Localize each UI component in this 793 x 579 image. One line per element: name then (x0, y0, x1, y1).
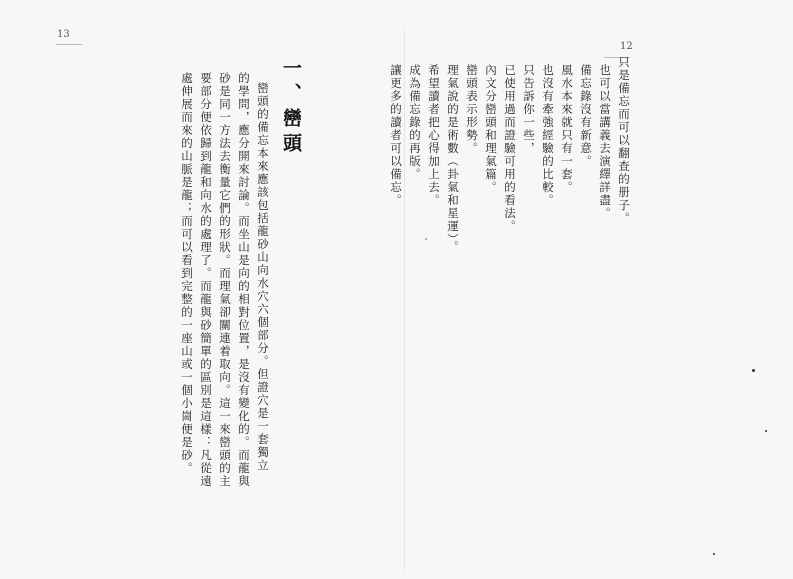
right-line: 巒頭表示形勢。 (465, 64, 479, 155)
right-line: 讓更多的讀者可以備忘。 (389, 64, 403, 207)
scan-speck (765, 430, 767, 432)
scan-speck (752, 369, 755, 372)
section-heading: 一、巒頭 (280, 58, 302, 158)
right-line: 備忘錄沒有新意。 (579, 64, 593, 168)
right-line: 希望讀者把心得加上去。 (427, 64, 441, 207)
right-line: 已使用過而證驗可用的看法。 (503, 64, 517, 233)
left-paragraph-line: 處伸展而來的山脈是龍；而可以看到完整的一座山或一個小崗便是砂。 (180, 72, 194, 475)
right-line: 風水本來就只有一套。 (560, 64, 574, 194)
left-paragraph-line: 的學問，應分開來討論。而坐山是向的相對位置，是沒有變化的。而龍與 (237, 72, 251, 488)
scan-speck (425, 238, 427, 240)
page-gutter (404, 30, 405, 570)
right-line: 理氣說的是術數（卦氣和星運）。 (446, 64, 460, 254)
scan-speck (713, 553, 715, 555)
left-page-rule (56, 44, 82, 45)
left-paragraph-line: 砂是同一方法去衡量它們的形狀。而理氣卻關連着取向。這一來巒頭的主 (218, 72, 232, 488)
right-line: 也沒有牽強經驗的比較。 (541, 64, 555, 207)
left-page-number: 13 (57, 29, 70, 40)
right-line: 只告訴你一些， (522, 64, 536, 155)
left-paragraph-line: 要部分便依歸到龍和向水的處理了。而龍與砂簡單的區別是這樣：凡從遠 (199, 72, 213, 488)
right-line: 也可以當講義去演繹詳盡。 (598, 64, 612, 220)
right-line: 成為備忘錄的再版。 (408, 64, 422, 181)
left-paragraph-line: 巒頭的備忘本來應該包括龍砂山向水穴六個部分。但證穴是一套獨立 (256, 82, 270, 472)
right-line: 只是備忘而可以翻查的册子。 (617, 56, 631, 225)
right-page-number: 12 (620, 41, 633, 52)
right-line: 內文分巒頭和理氣篇。 (484, 64, 498, 194)
